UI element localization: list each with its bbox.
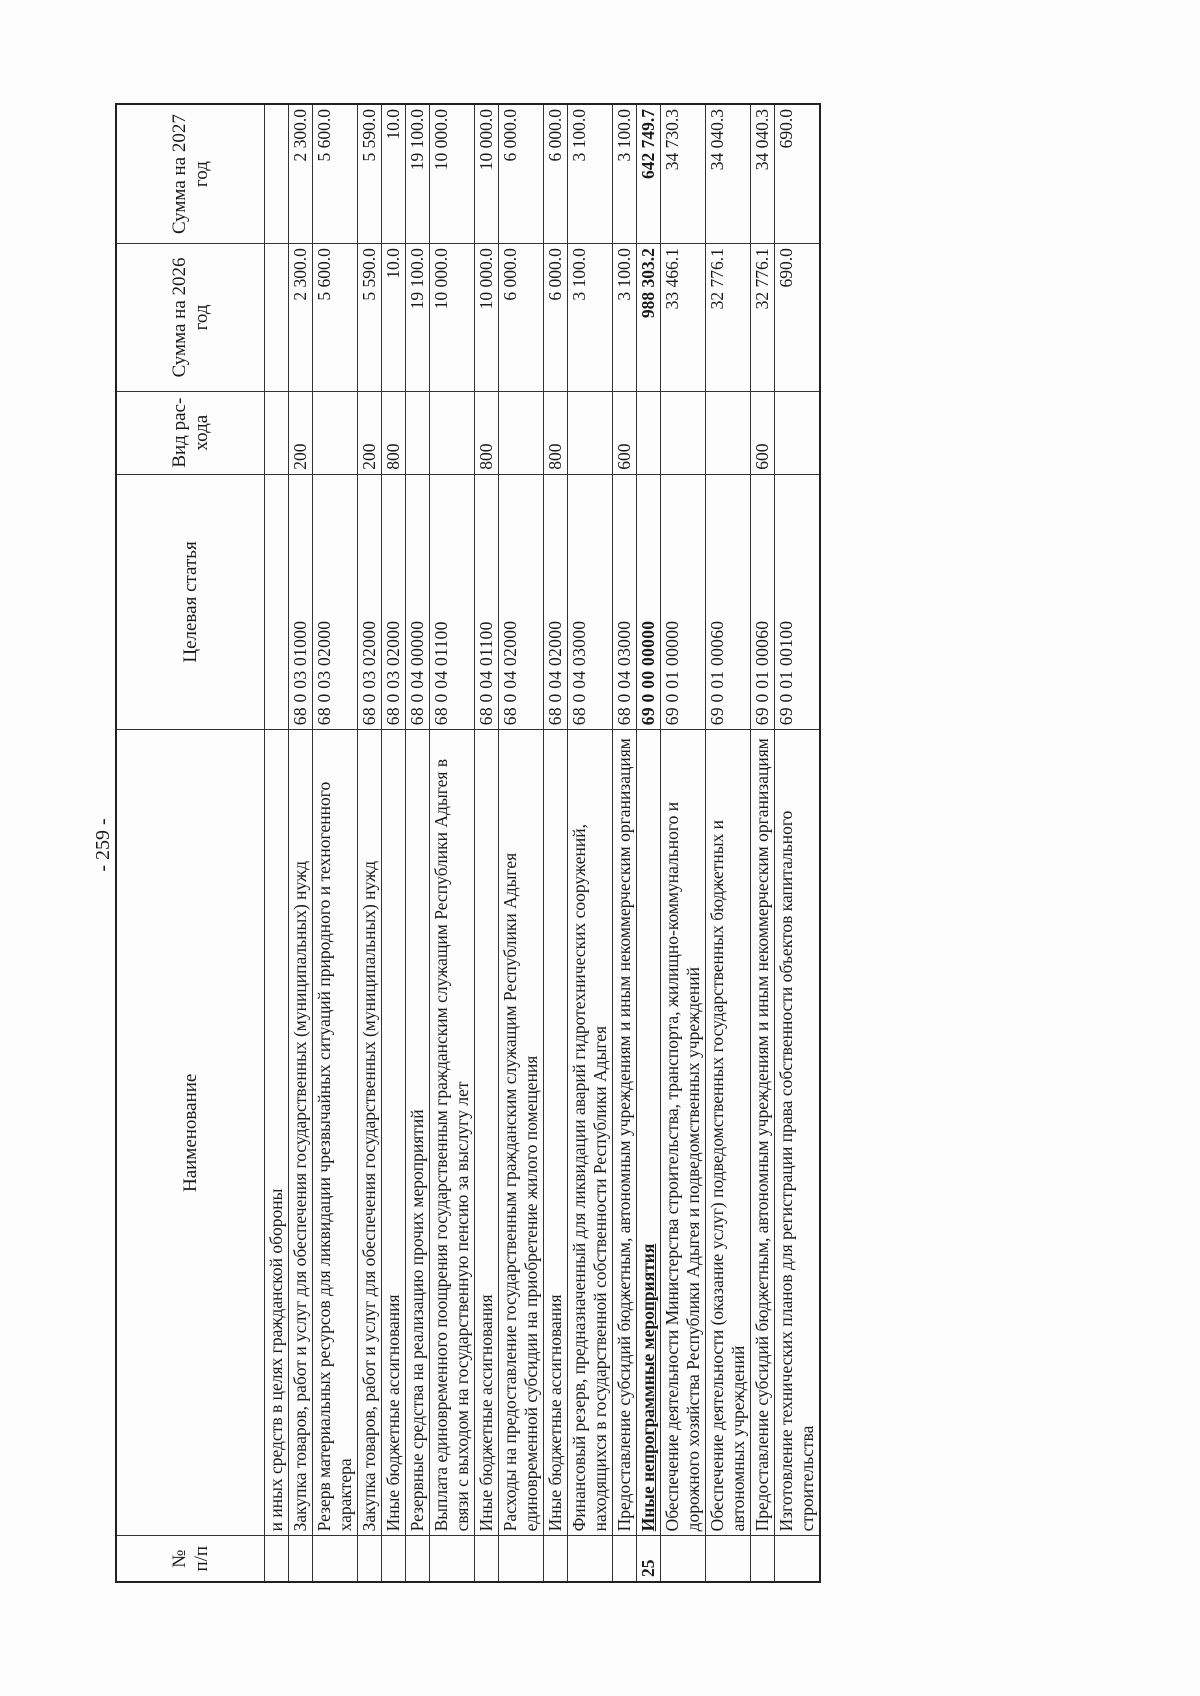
row-number	[358, 1536, 382, 1582]
row-target-article: 69 0 01 00100	[775, 474, 821, 730]
row-sum-2026: 5 590.0	[358, 244, 382, 392]
row-number	[613, 1536, 637, 1582]
table-row	[382, 104, 406, 1582]
row-target-article: 68 0 04 03000	[568, 474, 613, 730]
row-expense-type: 800	[475, 391, 499, 474]
row-sum-2026: 5 600.0	[313, 244, 358, 392]
row-expense-type: 800	[382, 391, 406, 474]
row-target-article: 68 0 04 02000	[544, 474, 568, 730]
row-name: Предоставление субсидий бюджетным, автономным учреждениям и иным некоммерческим организациям	[751, 730, 775, 1536]
table-row	[568, 104, 613, 1582]
row-sum-2026: 6 000.0	[544, 244, 568, 392]
row-number	[430, 1536, 475, 1582]
row-number	[406, 1536, 430, 1582]
row-sum-2026: 10.0	[382, 244, 406, 392]
row-number	[475, 1536, 499, 1582]
row-target-article: 68 0 04 01100	[430, 474, 475, 730]
row-number	[382, 1536, 406, 1582]
row-name: Иные бюджетные ассигнования	[544, 730, 568, 1536]
row-name: Обеспечение деятельности (оказание услуг) подведомственных государственных бюджетных и автономных учреждений	[706, 730, 751, 1536]
row-expense-type	[661, 391, 706, 474]
row-sum-2026: 10 000.0	[430, 244, 475, 392]
row-name: Выплата единовременного поощрения государственным гражданским служащим Республики Адыгея в связи с выходом на государственную пенсию за выслугу лет	[430, 730, 475, 1536]
row-sum-2027: 6 000.0	[499, 104, 544, 244]
row-target-article: 68 0 03 02000	[358, 474, 382, 730]
row-name: Финансовый резерв, предназначенный для ликвидации аварий гидротехнических сооружений, находящихся в государственной собственности Республики Адыгея	[568, 730, 613, 1536]
row-name: и иных средств в целях гражданской обороны	[265, 730, 289, 1536]
row-target-article: 68 0 03 02000	[382, 474, 406, 730]
row-expense-type	[265, 391, 289, 474]
table-header-row	[116, 104, 265, 1582]
row-name: Иные непрограммные мероприятия	[637, 730, 661, 1536]
row-expense-type	[406, 391, 430, 474]
row-number	[544, 1536, 568, 1582]
row-sum-2026: 19 100.0	[406, 244, 430, 392]
row-sum-2027: 10 000.0	[475, 104, 499, 244]
row-expense-type	[775, 391, 821, 474]
row-sum-2027: 3 100.0	[613, 104, 637, 244]
row-name: Предоставление субсидий бюджетным, автономным учреждениям и иным некоммерческим организациям	[613, 730, 637, 1536]
row-sum-2026: 32 776.1	[751, 244, 775, 392]
row-expense-type	[499, 391, 544, 474]
table-row	[289, 104, 313, 1582]
row-sum-2027: 19 100.0	[406, 104, 430, 244]
row-expense-type: 600	[751, 391, 775, 474]
row-sum-2027	[265, 104, 289, 244]
row-sum-2026: 988 303.2	[637, 244, 661, 392]
row-sum-2027: 6 000.0	[544, 104, 568, 244]
row-sum-2026: 6 000.0	[499, 244, 544, 392]
row-sum-2027: 5 600.0	[313, 104, 358, 244]
row-number: 25	[637, 1536, 661, 1582]
row-expense-type	[637, 391, 661, 474]
row-name: Иные бюджетные ассигнования	[475, 730, 499, 1536]
row-sum-2026: 32 776.1	[706, 244, 751, 392]
table-row	[265, 104, 289, 1582]
row-sum-2027: 34 040.3	[751, 104, 775, 244]
row-number	[568, 1536, 613, 1582]
row-sum-2027: 3 100.0	[568, 104, 613, 244]
row-expense-type: 200	[358, 391, 382, 474]
header-expense-type: Вид рас-хода	[116, 391, 265, 474]
row-name: Обеспечение деятельности Министерства строительства, транспорта, жилищно-коммунального и дорожного хозяйства Республики Адыгея и подведомственных учреждений	[661, 730, 706, 1536]
table-row	[613, 104, 637, 1582]
header-target-article: Целевая статья	[116, 474, 265, 730]
row-number	[265, 1536, 289, 1582]
header-sum-2027: Сумма на 2027 год	[116, 104, 265, 244]
row-target-article: 69 0 01 00060	[706, 474, 751, 730]
header-sum-2026: Сумма на 2026 год	[116, 244, 265, 392]
table-row	[406, 104, 430, 1582]
row-number	[289, 1536, 313, 1582]
header-num: № п/п	[116, 1536, 265, 1582]
row-name: Изготовление технических планов для регистрации права собственности объектов капитального строительства	[775, 730, 821, 1536]
row-number	[775, 1536, 821, 1582]
row-target-article: 68 0 03 01000	[289, 474, 313, 730]
row-sum-2026: 3 100.0	[613, 244, 637, 392]
table-row	[706, 104, 751, 1582]
row-target-article	[265, 474, 289, 730]
row-sum-2027: 10 000.0	[430, 104, 475, 244]
table-row	[313, 104, 358, 1582]
row-expense-type: 800	[544, 391, 568, 474]
page-number: - 259 -	[92, 818, 114, 872]
row-sum-2027: 34 730.3	[661, 104, 706, 244]
row-target-article: 69 0 00 00000	[637, 474, 661, 730]
row-sum-2026	[265, 244, 289, 392]
row-target-article: 69 0 01 00060	[751, 474, 775, 730]
row-target-article: 69 0 01 00000	[661, 474, 706, 730]
header-name: Наименование	[116, 730, 265, 1536]
row-target-article: 68 0 04 01100	[475, 474, 499, 730]
table-row	[544, 104, 568, 1582]
budget-table	[115, 103, 821, 1583]
table-row	[499, 104, 544, 1582]
rotated-content	[80, 65, 1120, 1625]
row-sum-2026: 10 000.0	[475, 244, 499, 392]
row-name: Резерв материальных ресурсов для ликвидации чрезвычайных ситуаций природного и техногенного характера	[313, 730, 358, 1536]
row-sum-2027: 642 749.7	[637, 104, 661, 244]
row-number	[661, 1536, 706, 1582]
table-row	[637, 104, 661, 1582]
row-name: Закупка товаров, работ и услуг для обеспечения государственных (муниципальных) нужд	[289, 730, 313, 1536]
row-expense-type	[568, 391, 613, 474]
row-expense-type	[430, 391, 475, 474]
row-expense-type: 200	[289, 391, 313, 474]
table-row	[661, 104, 706, 1582]
row-expense-type: 600	[613, 391, 637, 474]
row-target-article: 68 0 04 02000	[499, 474, 544, 730]
table-row	[751, 104, 775, 1582]
row-number	[706, 1536, 751, 1582]
row-sum-2026: 690.0	[775, 244, 821, 392]
table-row	[430, 104, 475, 1582]
row-sum-2026: 2 300.0	[289, 244, 313, 392]
row-sum-2027: 690.0	[775, 104, 821, 244]
table-row	[775, 104, 821, 1582]
row-target-article: 68 0 04 03000	[613, 474, 637, 730]
row-sum-2027: 5 590.0	[358, 104, 382, 244]
row-sum-2027: 34 040.3	[706, 104, 751, 244]
row-expense-type	[706, 391, 751, 474]
row-sum-2027: 10.0	[382, 104, 406, 244]
row-expense-type	[313, 391, 358, 474]
row-sum-2027: 2 300.0	[289, 104, 313, 244]
table-row	[358, 104, 382, 1582]
table-row	[475, 104, 499, 1582]
row-name: Иные бюджетные ассигнования	[382, 730, 406, 1536]
row-sum-2026: 33 466.1	[661, 244, 706, 392]
row-number	[751, 1536, 775, 1582]
row-target-article: 68 0 04 00000	[406, 474, 430, 730]
row-name: Закупка товаров, работ и услуг для обеспечения государственных (муниципальных) нужд	[358, 730, 382, 1536]
row-target-article: 68 0 03 02000	[313, 474, 358, 730]
row-sum-2026: 3 100.0	[568, 244, 613, 392]
row-name: Расходы на предоставление государственным гражданским служащим Республики Адыгея единовременной субсидии на приобретение жилого помещения	[499, 730, 544, 1536]
row-name: Резервные средства на реализацию прочих мероприятий	[406, 730, 430, 1536]
row-number	[313, 1536, 358, 1582]
row-number	[499, 1536, 544, 1582]
